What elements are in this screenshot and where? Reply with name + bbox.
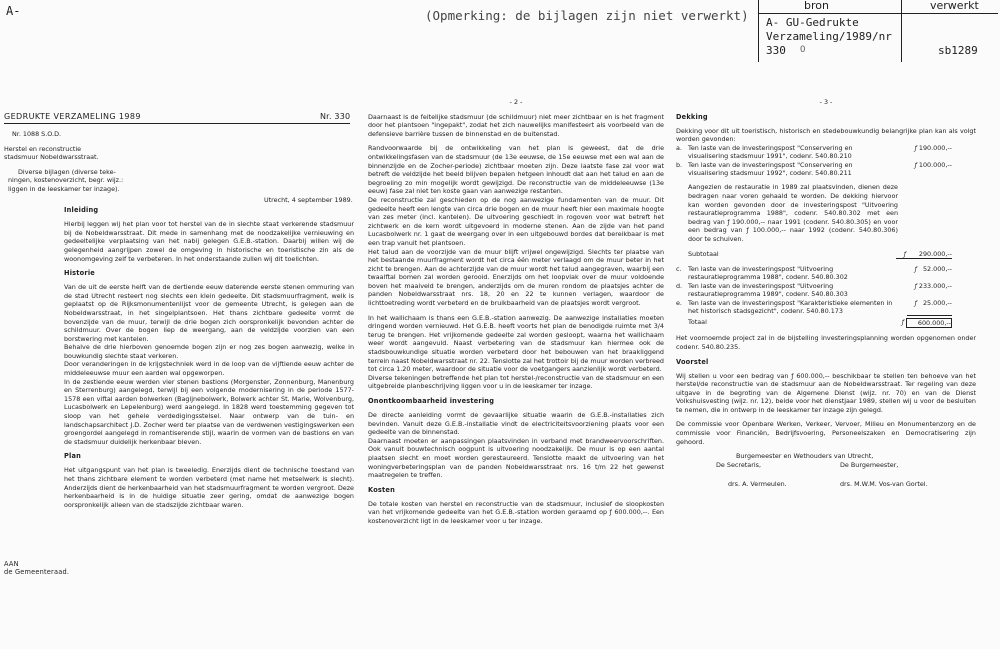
verwerkt-label: verwerkt xyxy=(930,0,979,12)
para-historie-4: In de zestiende eeuw werden vier stenen bastions (Morgenster, Zonnenburg, Manenburg en Sterrenburg) aangelegd, terwijl bij een volgende modernisering in de periode 1577-1578 een viftal aarden bolwerken (Bagijnebolwerk, Bolwerk achter St. Marie, Wolvenburg, Lucasbolwerk en Lepelenburg) werd aangelegd. In 1828 werd toestemming gegeven tot sloop van het gehele verdedigingsstelsel. Naar ontwerp van de tuin- en landschapsarchitect J.D. Zocher werd ter plaatse van de verdwenen vestigingswerken een groengordel aangelegd in romantiserende stijl, waarin de vormen van de bastions en van de stadsmuur duidelijk herkenbaar bleven. xyxy=(64,377,354,446)
doc-reference: Nr. 1088 S.O.D. xyxy=(12,130,62,138)
total-row xyxy=(676,318,952,327)
voorstel-text: Wij stellen u voor een bedrag van ƒ 600.000,-- beschikbaar te stellen ten behoeve van het herstel/de reconstructie van de stadsmuur aan de Nobeldwarsstraat. Ter regeling van deze uitgave in de begroting van de Algemene Dienst (wijz. nr. 70) en van de Dienst Volkshuisvesting (wijz. nr. 12), beide voor het dienstjaar 1989, stellen wij u voor de besluiten te nemen, die in ontwerp in de leeskamer ter inzage zijn gelegd. xyxy=(676,371,976,414)
dekking-note: Aangezien de restauratie in 1989 zal plaatsvinden, dienen deze bedragen naar voren gehaald te worden. De dekking hiervoor kan worden gevonden door de investeringspost "Uitvoering restauratieprogramma 1988", codenr. 540.80.302 met een bedrag van ƒ 190.000,-- naar 1991 (codenr. 540.80.305) en voor een bedrag van ƒ 100.000,-- naar 1992 (codenr. 540.80.306) door te schuiven. xyxy=(688,183,898,243)
mid-para-9: De totale kosten van herstel en reconstructie van de stadsmuur, inclusief de sloopkosten van het vrijkomende gedeelte van het G.E.B.-station worden geraamd op ƒ 600.000,--. Een kostenoverzicht ligt in de leeskamer voor u ter inzage. xyxy=(368,499,664,525)
middle-column xyxy=(368,98,664,526)
mid-para-1: Daarnaast is de feitelijke stadsmuur (de schildmuur) niet meer zichtbaar en is het fragment door het plantsoen "ingepakt", zodat het zich nauwelijks manifesteert als voorbeeld van de defensieve barrière tussen de binnenstad en de buitenstad. xyxy=(368,112,664,138)
para-inleiding: Hierbij leggen wij het plan voor tot herstel van de in slechte staat verkerende stadsmuur bij de Nobeldwarsstraat. Dit mede in samenhang met de noodzakelijke vernieuwing en gedeeltelijke verplaatsing van het nabij gelegen G.E.B.-station. Daarbij willen wij de gelegenheid aangrijpen zowel de omgeving in historische en toeristische zin als de woonomgeving zelf te verbeteren. In het onderstaande zullen wij dit toelichten. xyxy=(64,220,354,263)
bron-value: A- GU-Gedrukte Verzameling/1989/nr 330 xyxy=(766,16,892,57)
signature-heading: Burgemeester en Wethouders van Utrecht, xyxy=(736,452,874,461)
right-column xyxy=(676,98,976,489)
row-amount: 190.000,-- xyxy=(918,143,952,152)
para-historie-1: Van de uit de eerste helft van de dertiende eeuw daterende eerste stenen ommuring van de stad Utrecht resteert nog slechts een klein gedeelte. Dit stadsmuurfragment, welk is geplaatst op de Rijksmonumentenlijst voor de gemeente Utrecht, is gelegen aan de Nobeldwarsstraat, in het singelplantsoen. Het thans zichtbare gedeelte vormt de bovenzijde van de muur, terwijl de drie bogen zich oorspronkelijk bevonden achter de schildmuur. Over de bogen liep de weergang, aan de veldzijde voorzien van een borstwering met kantelen. xyxy=(64,283,354,343)
page-number-3: - 3 - xyxy=(819,98,833,106)
heading-plan: Plan xyxy=(64,452,82,461)
row-letter: b. xyxy=(676,160,683,169)
cost-table-total xyxy=(676,318,952,328)
mid-para-8: Daarnaast moeten er aanpassingen plaatsvinden in verband met brandweervoorschriften. Ook vanuit bouwtechnisch oogpunt is uitvoering noodzakelijk. De muur is op een aantal plaatsen slecht en moet worden gerestaureerd. Tenslotte maakt de uitvoering van het woningverbeteringsplan van de panden Nobeldwarsstraat nrs. 16 t/m 22 het gewenst maatregelen te treffen. xyxy=(368,436,664,480)
addressee xyxy=(4,560,69,576)
row-letter: e. xyxy=(676,298,682,307)
cost-row-d xyxy=(676,282,952,299)
mid-para-7: De directe aanleiding vormt de gevaarlijke situatie waarin de G.E.B.-installaties zich bevinden. Vanuit deze G.E.B.-installatie vindt de electriciteitsvoorziening plaats voor een gedeelte van de binnenstad. xyxy=(368,411,664,437)
subject-line-1: Herstel en reconstructie xyxy=(4,144,82,153)
heading-onontkoombaarheid: Onontkoombaarheid investering xyxy=(368,397,495,405)
dekking-intro: Dekking voor dit uit toeristisch, historisch en stedebouwkundig belangrijke plan kan als volgt worden gevonden: xyxy=(676,126,976,144)
row-text: Ten laste van de investeringspost "Conservering en visualisering stadsmuur 1992", codenr. 540.80.211 xyxy=(688,160,853,177)
doc-title: GEDRUKTE VERZAMELING 1989 xyxy=(4,112,141,121)
row-amount: 233.000,-- xyxy=(918,281,952,290)
total-label: Totaal xyxy=(688,318,707,327)
row-currency: ƒ xyxy=(914,160,917,169)
row-letter: c. xyxy=(676,264,682,273)
page-number-2: - 2 - xyxy=(509,98,523,106)
corner-mark: A- xyxy=(6,4,21,18)
row-currency: ƒ xyxy=(914,143,917,152)
heading-historie: Historie xyxy=(64,269,95,278)
secretary-label: De Secretaris, xyxy=(716,460,761,469)
doc-number: Nr. 330 xyxy=(320,112,351,121)
bron-box xyxy=(758,0,998,62)
row-currency: ƒ xyxy=(914,264,917,273)
row-letter: d. xyxy=(676,281,683,290)
heading-inleiding: Inleiding xyxy=(64,206,99,215)
subtotal-label: Subtotaal xyxy=(688,249,719,258)
subject-line-2: stadsmuur Nobeldwarsstraat. xyxy=(4,153,99,162)
para-plan: Het uitgangspunt van het plan is tweeledig. Enerzijds dient de technische toestand van het thans zichtbare element te worden verbeterd (met name het metselwerk is slecht). Anderzijds dient de herkenbaarheid van het stadsmuurfragment te worden vergroot. Deze herkenbaarheid is in de huidige situatie zeer gering, omdat de aanwezige bogen oorspronkelijk alleen van de stadszijde zichtbaar waren. xyxy=(64,466,354,509)
row-amount: 25.000,-- xyxy=(919,299,952,316)
mayor-name: drs. M.W.M. Vos-van Gortel. xyxy=(840,479,928,488)
dekking-after: Het voornoemde project zal in de bijstelling investeringsplanning worden opgenomen onder codenr. 540.80.235. xyxy=(676,334,976,351)
subtotal-row xyxy=(676,250,952,259)
row-amount: 52.000,-- xyxy=(922,264,952,273)
attachments-line-3: liggen in de leeskamer ter inzage). xyxy=(8,184,120,193)
cost-table-cde xyxy=(676,265,952,316)
mid-para-4: Het talud aan de voorzijde van de muur blijft vrijwel ongewijzigd. Slechts ter plaatse van het bestaande muurfragment wordt het circa één meter verlaagd om de muur beter in het zicht te brengen. Aan de achterzijde van de muur wordt het talud aangegraven, waarbij een twaalftal bomen zal worden gerooid. Enerzijds om het loopvlak over de muur voldoende boven het maaiveld te brengen, anderzijds om de muren rondom de plaatsjes achter de panden Nobeldwarsstraat nrs. 18, 20 en 22 te kunnen verlagen, waardoor de lichttoetreding wordt verbeterd en de bruikbaarheid van de plaatsjes wordt vergroot. xyxy=(368,247,664,308)
mid-para-3: De reconstructie zal geschieden op de nog aanwezige fundamenten van de muur. Dit gedeelte heeft een lengte van circa drie bogen en de muur heeft hier een maximale hoogte van zes meter (incl. kantelen). De uitvoering geschiedt in rogoven voor wat betreft het zichtwerk en de kern wordt uitgevoerd in moderne stenen. Aan de zijde van het pand Lucasbolwerk nr. 1 gaat de weergang over in een uitgebouwd bordes dat bereikbaar is met een trap vanuit het plantsoen. xyxy=(368,195,664,247)
row-text: Ten laste van de investeringspost "Uitvoering restauratieprogramma 1988", codenr. 540.80.302 xyxy=(688,264,848,282)
row-amount: 100.000,-- xyxy=(918,160,952,169)
bron-label: bron xyxy=(804,0,829,12)
secretary-name: drs. A. Vermeulen. xyxy=(728,479,787,488)
commissie-text: De commissie voor Openbare Werken, Verkeer, Vervoer, Milieu en Monumentenzorg en de commissie voor Financiën, Bedrijfsvoering, Personeelszaken en Democratisering zijn gehoord. xyxy=(676,420,976,446)
row-currency: ƒ xyxy=(907,299,919,316)
addressee-name: de Gemeenteraad. xyxy=(4,568,70,576)
cost-row-b xyxy=(676,161,952,178)
row-letter: a. xyxy=(676,143,682,152)
bron-sub: O xyxy=(800,45,806,55)
total-currency: ƒ xyxy=(901,318,904,327)
row-text: Ten laste van de investeringspost "Karakteristieke elementen in het historisch stadsgezicht", codenr. 540.80.173 xyxy=(688,298,893,315)
row-text: Ten laste van de investeringspost "Uitvoering restauratieprogramma 1989", codenr. 540.80.303 xyxy=(688,281,848,299)
cost-table-subtotal xyxy=(676,250,952,259)
heading-kosten: Kosten xyxy=(368,485,395,494)
subtotal-currency: ƒ xyxy=(896,250,908,259)
cost-row-e xyxy=(676,299,952,316)
addressee-label: AAN xyxy=(4,560,19,568)
row-currency: ƒ xyxy=(914,281,917,290)
para-historie-2: Behalve de drie hierboven genoemde bogen zijn er nog zes bogen aanwezig, welke in bouwkundig slechte staat verkeren. xyxy=(64,343,354,360)
verwerkt-value: sb1289 xyxy=(938,44,978,57)
total-amount: 600.000,-- xyxy=(907,318,952,327)
heading-voorstel: Voorstel xyxy=(676,357,709,366)
left-column xyxy=(4,112,354,509)
mid-para-2: Randvoorwaarde bij de ontwikkeling van het plan is geweest, dat de drie ontwikkelingsfasen van de stadsmuur (de 13e eeuwse, de 15e eeuwse met een wal aan de binnenzijde en de Zocher-periode) zichtbaar moeten zijn. Deze laatste fase zal voor wat betreft de veldzijde het beeld blijven bepalen hetgeen inhoudt dat aan het talud en aan de begroeiing zo min mogelijk wordt gewijzigd. De reconstructie van de middeleeuwse (13e eeuw) fase zal niet ten koste gaan van aanwezige restanten. xyxy=(368,144,664,196)
remark: (Opmerking: de bijlagen zijn niet verwerkt) xyxy=(425,8,749,23)
cost-row-a xyxy=(676,144,952,161)
subtotal-amount: 290.000,-- xyxy=(908,250,952,259)
mid-para-5: In het wallichaam is thans een G.E.B.-station aanwezig. De aanwezige installaties moeten dringend worden vernieuwd. Het G.E.B. heeft voorts het plan de benodigde ruimte met 3/4 terug te brengen. Het vrijkomende gedeelte zal worden gesloopt, waarna het wallichaam weer wordt aangevuld. Naast verbetering van de stadsmuur kan hiermee ook de stadsbouwkundige situatie worden verbeterd door het bebouwen van het braakliggend terrein naast Nobeldwarsstraat nr. 22. Tenslotte zal het trottoir bij de muur worden verbreed tot circa 1.20 meter, waardoor de situatie voor de voetgangers aanzienlijk wordt verbeterd. xyxy=(368,313,664,374)
cost-row-c xyxy=(676,265,952,282)
para-historie-3: Door veranderingen in de krijgstechniek werd in de loop van de vijftiende eeuw achter de middeleeuwse muur een aarden wal opgeworpen. xyxy=(64,360,354,378)
row-text: Ten laste van de investeringspost "Conservering en visualisering stadsmuur 1991", codenr. 540.80.210 xyxy=(688,143,853,161)
attachments-line-1: Diverse bijlagen (diverse teke- xyxy=(18,167,116,176)
mid-para-6: Diverse tekeningen betreffende het plan tot herstel-/reconstructie van de stadsmuur en een uitgebreide planbeschrijving liggen voor u in de leeskamer ter inzage. xyxy=(368,373,664,391)
mayor-label: De Burgemeester, xyxy=(840,460,899,469)
heading-dekking: Dekking xyxy=(676,112,708,121)
cost-table-ab xyxy=(676,144,952,178)
attachments-line-2: ningen, kostenoverzicht, begr. wijz.: xyxy=(8,176,124,185)
letter-date: Utrecht, 4 september 1989. xyxy=(264,195,353,204)
